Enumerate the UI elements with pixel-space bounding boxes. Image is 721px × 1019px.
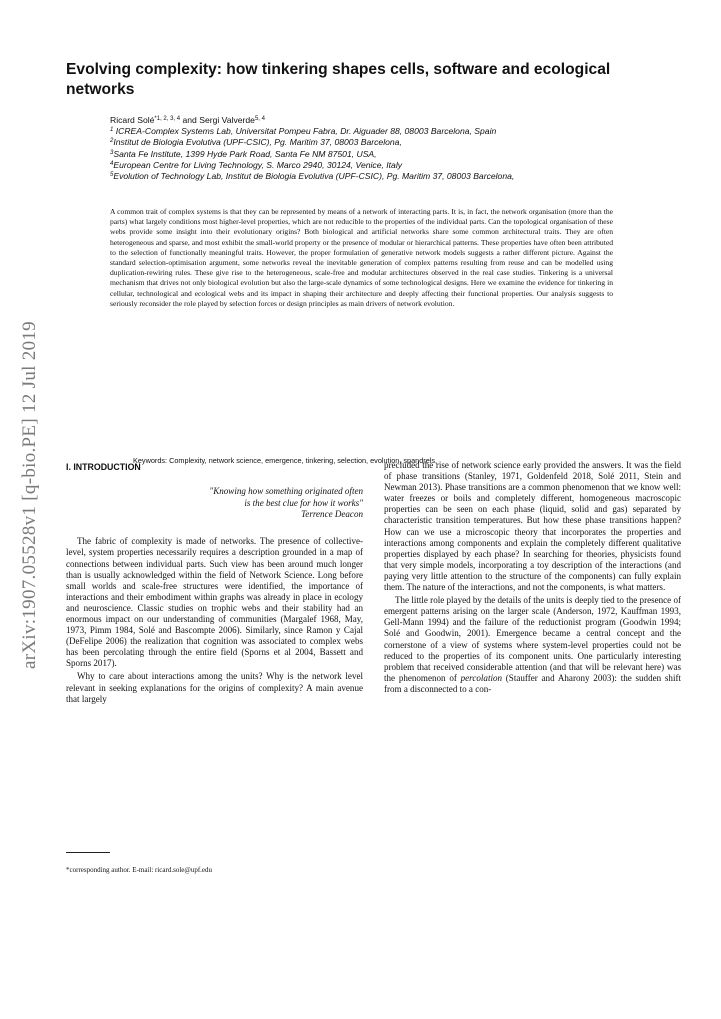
affiliation-text: European Centre for Living Technology, S. Marco 2940, 30124, Venice, Italy [113, 159, 403, 170]
first-author: Ricard Solé [110, 115, 155, 125]
epigraph-line: "Knowing how something originated often [209, 486, 363, 497]
affiliation-5 [110, 171, 670, 182]
affiliation-1 [110, 126, 670, 137]
affiliation-text: Evolution of Technology Lab, Institut de Biologia Evolutiva (UPF-CSIC), Pg. Maritim 37, 08003 Barcelona, [113, 171, 515, 182]
arxiv-identifier: arXiv:1907.05528v1 [q-bio.PE] 12 Jul 2019 [19, 321, 40, 669]
affiliation-mark: 4 [110, 160, 114, 167]
affiliation-text: Santa Fe Institute, 1399 Hyde Park Road, Santa Fe NM 87501, USA, [113, 148, 377, 159]
arxiv-identifier-sidebar [10, 315, 50, 675]
right-column [384, 460, 681, 695]
epigraph-line: is the best clue for how it works" [244, 497, 363, 508]
affiliation-mark: 5 [110, 172, 114, 179]
body-text: (Stauffer and Aharony 2003): the sudden shift from a disconnected to a con- [384, 672, 681, 694]
body-paragraph [384, 595, 681, 695]
second-author-affiliation-marks: 5, 4 [254, 116, 265, 122]
abstract: A common trait of complex systems is that they can be represented by means of a network of interacting parts. It is, in fact, the network organisation (more than the parts) what largely conditions most higher-level properties, which are not reducible to the properties of the individual parts. Can the topological organisation of these webs provide some insight into their evolutionary origins? Both biological and artificial networks share some common architectural traits. They are often heterogeneous and sparse, and most exhibit the small-world property or the presence of modular or hierarchical patterns. These properties have often been attributed to the selection of functionally meaningful traits. However, the proper formulation of generative network models suggests a rather different picture. Against the standard selection-optimisation argument, some networks reveal the inevitable generation of complex patterns resulting from reuse and can be modelled using duplication-rewiring rules. These give rise to the heterogeneous, scale-free and modular architectures observed in the real case studies. Tinkering is a universal mechanism that drives not only biological evolution but also the large-scale dynamics of some technological designs. Here we examine the evidence for tinkering in cellular, technological and ecological webs and its impact in shaping their architecture and deeply affecting their functional properties. Our analysis suggests to seriously reconsider the role played by selection forces or design principles as main drivers of network evolution. [110, 207, 613, 308]
body-paragraph: Why to care about interactions among the units? Why is the network level relevant in seeking explanations for the origins of complexity? A main avenue that largely [66, 671, 363, 704]
paper-title: Evolving complexity: how tinkering shapes cells, software and ecological networks [66, 61, 611, 98]
author-line [110, 115, 670, 126]
affiliation-3 [110, 149, 670, 160]
footnote-rule [66, 852, 110, 853]
affiliation-text: ICREA-Complex Systems Lab, Universitat Pompeu Fabra, Dr. Aiguader 88, 08003 Barcelona, Spain [113, 126, 497, 137]
affiliation-4 [110, 160, 670, 171]
epigraph [66, 486, 363, 520]
second-author: and Sergi Valverde [180, 115, 255, 125]
body-paragraph: The fabric of complexity is made of networks. The presence of collective-level, system properties necessarily requires a description grounded in a map of connections between individual parts. Such view has been around much longer than is usually acknowledged within the field of Network Science. Long before small worlds and scale-free structures were identified, the importance of interactions and their embodiment within graphs was already in place in ecology and neuroscience. Classic studies on trophic webs and their stability had an enormous impact on our understanding of communities (Margalef 1968, May, 1973, Pimm 1984, Solé and Bascompte 2006). Similarly, since Ramon y Cajal (DeFelipe 2006) the realization that cognition was associated to complex webs has been percolating through the entire field (Sporns et al 2004, Bassett and Sporns 2017). [66, 536, 363, 669]
body-paragraph: precluded the rise of network science early provided the answers. It was the field of phase transitions (Stanley, 1971, Goldenfeld 2018, Solé 2011, Stein and Newman 2013). Phase transitions are a common phenomenon that we know well: water freezes or boils and completely different, homogeneous macroscopic properties can be seen on each phase (liquid, solid and gas) separated by characteristic transition temperatures. But how these phase transitions happen? How can we use a microscopic theory that incorporates the properties and interactions among components and explain the completely different qualitative properties displayed by each phase? In searching for theories, physicists found that very simple models, incorporating a toy description of the interactions (and paying very little attention to the structure of the components) can fully explain them. The nature of the interactions, and not the components, is what matters. [384, 460, 681, 593]
affiliation-mark: 1 [110, 127, 114, 134]
emphasized-term: percolation [460, 672, 503, 683]
affiliation-2 [110, 137, 670, 148]
epigraph-attribution: Terrence Deacon [301, 508, 363, 519]
first-author-affiliation-marks: *1, 2, 3, 4 [154, 116, 181, 122]
body-text: The little role played by the details of the units is deeply tied to the presence of emergent patterns arising on the larger scale (Anderson, 1972, Kauffman 1993, Gell-Mann 1994) and the failure of the reductionist program (Goodwin 1994; Solé and Goodwin, 2001). Emergence became a central concept and the cornerstone of a view of systems where system-level properties could not be reduced to the properties of its component units. One particularly interesting problem that received considerable attention (and that will be relevant here) was the phenomenon of [384, 595, 681, 683]
affiliation-mark: 2 [110, 138, 114, 145]
affiliation-mark: 3 [110, 149, 114, 156]
keywords: Keywords: Complexity, network science, emergence, tinkering, selection, evolution, spandrels, [133, 456, 438, 465]
affiliation-text: Institut de Biologia Evolutiva (UPF-CSIC), Pg. Maritim 37, 08003 Barcelona, [113, 137, 402, 148]
author-block [110, 115, 670, 182]
left-column [66, 462, 363, 705]
footnote: *corresponding author. E-mail: ricard.sole@upf.edu [66, 866, 213, 874]
section-heading: I. INTRODUCTION [66, 462, 141, 472]
